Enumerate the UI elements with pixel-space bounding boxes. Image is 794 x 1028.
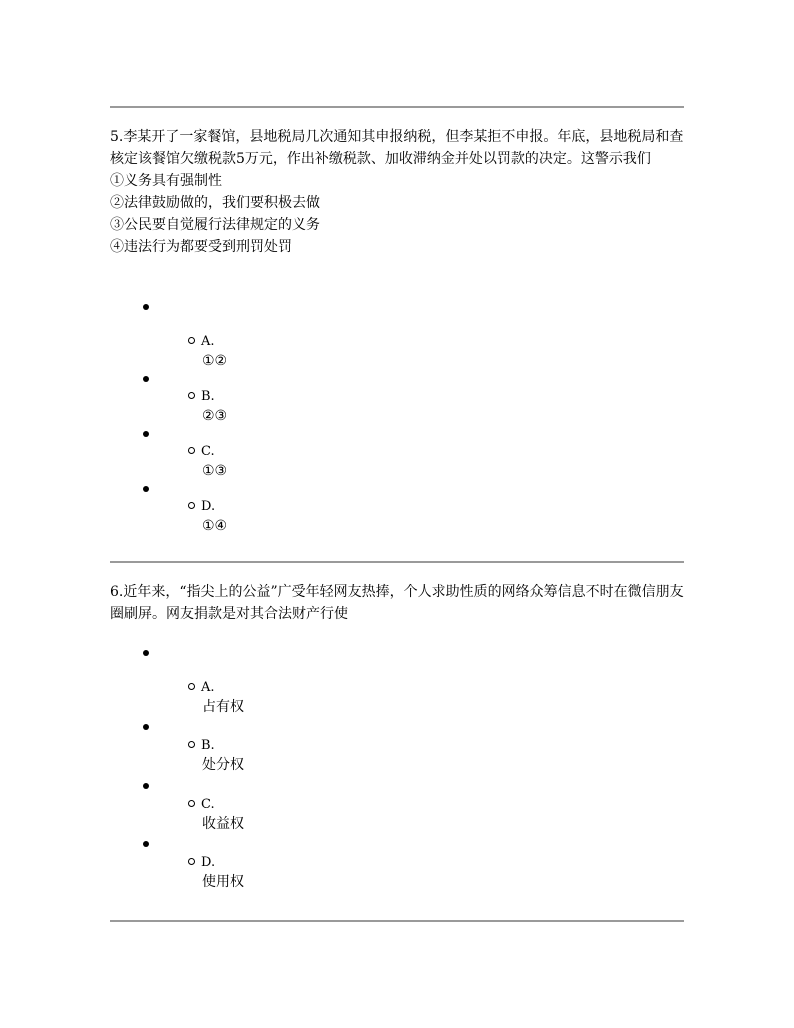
statement-item: ①义务具有强制性: [110, 173, 222, 189]
statement-item: ③公民要自觉履行法律规定的义务: [110, 217, 320, 233]
radio-circle-icon[interactable]: [188, 741, 195, 748]
option-letter: D.: [201, 855, 216, 870]
statement-item: ②法律鼓励做的，我们要积极去做: [110, 195, 320, 211]
option-c[interactable]: [188, 443, 227, 481]
option-letter: B.: [201, 389, 215, 404]
list-bullet: [143, 376, 149, 382]
question-stem: 6.近年来，“指尖上的公益”广受年轻网友热捧，个人求助性质的网络众筹信息不时在微信朋友圈刷屏。网友捐款是对其合法财产行使: [110, 584, 684, 622]
option-answer: ①②: [202, 353, 228, 369]
option-d[interactable]: [188, 854, 244, 892]
radio-circle-icon[interactable]: [188, 392, 195, 399]
radio-circle-icon[interactable]: [188, 683, 195, 690]
radio-circle-icon[interactable]: [188, 337, 195, 344]
question-stem: 5.李某开了一家餐馆，县地税局几次通知其申报纳税，但李某拒不申报。年底，县地税局和查核定该餐馆欠缴税款5万元，作出补缴税款、加收滞纳金并处以罚款的决定。这警示我们: [110, 129, 684, 167]
option-answer: ①④: [202, 518, 228, 534]
list-bullet: [143, 304, 149, 310]
list-bullet: [143, 724, 149, 730]
option-letter: C.: [201, 797, 215, 812]
divider-bottom: [110, 920, 684, 922]
divider-middle: [110, 561, 684, 563]
radio-circle-icon[interactable]: [188, 858, 195, 865]
option-answer: 占有权: [202, 699, 244, 715]
option-d[interactable]: [188, 498, 227, 536]
option-a[interactable]: [188, 679, 244, 717]
option-c[interactable]: [188, 796, 244, 834]
list-bullet: [143, 783, 149, 789]
option-letter: A.: [201, 334, 215, 349]
list-bullet: [143, 841, 149, 847]
divider-top: [110, 106, 684, 108]
option-letter: A.: [201, 680, 215, 695]
radio-circle-icon[interactable]: [188, 800, 195, 807]
option-letter: C.: [201, 444, 215, 459]
radio-circle-icon[interactable]: [188, 502, 195, 509]
option-letter: B.: [201, 738, 215, 753]
option-a[interactable]: [188, 333, 227, 371]
option-answer: ②③: [202, 408, 228, 424]
option-answer: 处分权: [202, 757, 244, 773]
question-6: [110, 581, 684, 625]
option-answer: 收益权: [202, 816, 244, 832]
statement-item: ④违法行为都要受到刑罚处罚: [110, 239, 292, 255]
list-bullet: [143, 650, 149, 656]
radio-circle-icon[interactable]: [188, 447, 195, 454]
option-b[interactable]: [188, 388, 227, 426]
question-5: [110, 126, 684, 258]
option-b[interactable]: [188, 737, 244, 775]
option-answer: 使用权: [202, 874, 244, 890]
option-letter: D.: [201, 499, 216, 514]
option-answer: ①③: [202, 463, 228, 479]
list-bullet: [143, 431, 149, 437]
list-bullet: [143, 486, 149, 492]
